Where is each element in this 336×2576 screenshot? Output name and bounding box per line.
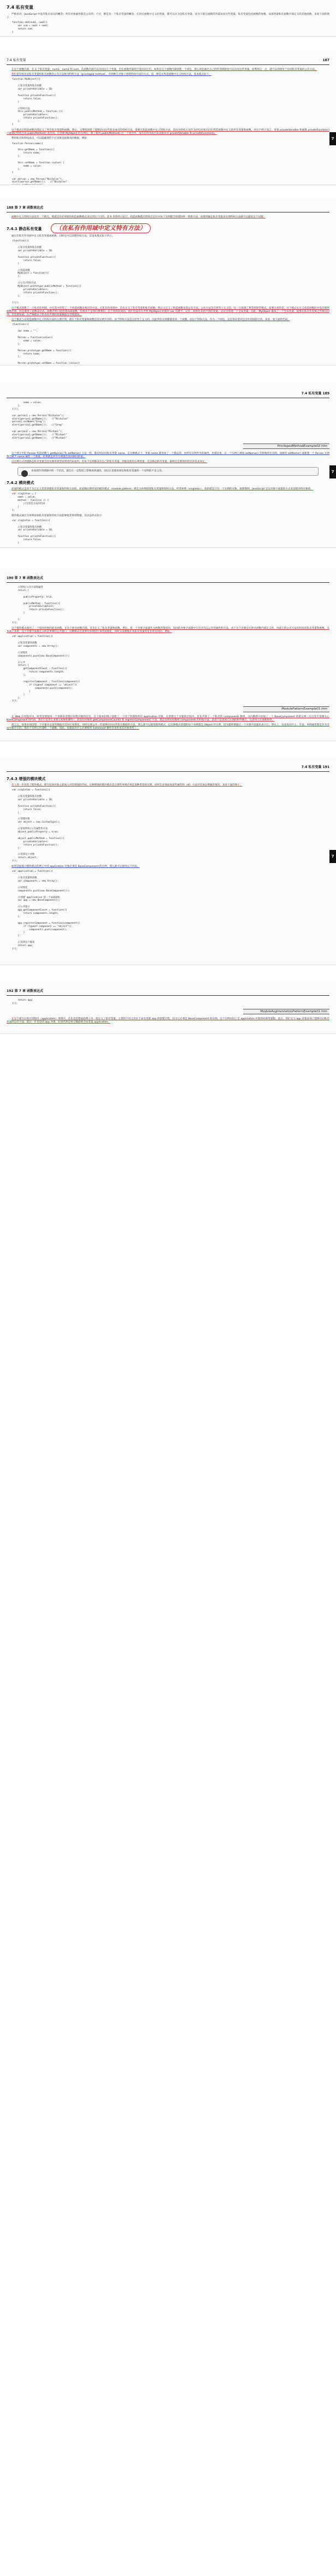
- paragraph: 这个模块模式使用了一个返回对象的匿名函数。在这个匿名函数内部，首先定义了私有变量和函数。然后，将一个对象字面量作为函数的值返回。返回的对象字面量中只包含可以公开的属性和方法。由于这个对象是在匿名函数内部定义的，因此它的公有方法有权访问私有变量和函数。从本质上来讲，这个对象字面量定义的是单例的公共接口。这种模式在需要对单例进行某些初始化，同时又需要维护其私有变量时是非常有用的，例如：: [7, 627, 329, 634]
- code-block: //特权/公有方法和属性 return { publicProperty: true, publicMethod : function(){ privateVariable++; return privateFunction(); } }; }();: [12, 586, 64, 624]
- paragraph: 在这个重写后的应用程序（application）单例中，首先也是像前面例子中一样定义了私有变量。主要的不同之处在于命名变量 app 的创建过程，因为它必须是 BaseComponent 的实例。这个实例实际上是 application 对象的局部变量版。此后，我们又为 app 对象添加了能够访问私有变量的公有方法。最后一步是返回 app 对象，结果仍然是将它赋值给全局变量 application。: [7, 1018, 329, 1024]
- code-block: var singleton = { name : value, method : function () { //这里是方法的代码 } };: [12, 493, 49, 512]
- paragraph: 以这种方式创建静态私有变量会因为使用原型而增进代码复用，但每个实例都没有自己的私有变量。到底是使用实例变量，还是静态私有变量，最终还是要视你的具体需求而定。: [11, 460, 208, 464]
- header-right: 7.4 私有变量 191: [301, 765, 329, 769]
- paragraph: 有人进一步改进了模块模式，即在返回对象之前加入对其增强的代码。这种增强的模块模式适合那些单例必须是某种类型的实例，同时还必须添加某些属性和（或）方法对其加以增强的情况。来看下面的例子。: [11, 784, 243, 787]
- paragraph: 在 Web 应用程序中，经常需要使用一个单例来管理应用程序级的信息。这个简单的例子创建了一个用于管理组件的 application 对象。在创建这个对象的过程中，首先声明了一个私有的 components 数组，并向数组中添加了一个 BaseComponent 的新实例（在这里不需要关心 BaseComponent 的代码，我们只是用它来展示初始化操作）。而返回对象的 getComponentCount() 和 registerComponent() 方法，都是有权访问数组 components 的特权方法。前者只是返回已注册的组件数目，后者用于注册新组件。: [7, 715, 329, 722]
- code-block: var application = function(){ //私有变量和函数 var components = new Array(); //初始化 components.push(new BaseComponent()); //公共 return { getComponentCount : function(){ return components.length; }, registerComponent : function(component){ if (typeof component == "object"){ components.push(component); } } }; }();: [12, 635, 80, 703]
- chapter-tab: 7: [329, 132, 336, 145]
- example-filename: ModulePatternExample01.htm: [243, 706, 329, 712]
- subsection-title: 7.4.1 静态私有变量: [7, 227, 42, 232]
- chapter-tab: 7: [329, 465, 336, 478]
- header-left: 192 第 7 章 函数表达式: [7, 989, 44, 993]
- paragraph: 简言之，如果必须创建一个对象并以某些数据对其进行初始化，同时还要公开一些能够访问这些私有数据的方法，那么就可以使用模块模式。以这种模式创建的每个单例都是 Object 的实例，因为最终要通过一个对象字面量来表示它。事实上，这也没有什么；毕竟，单例通常都是作为全局对象存在的，我们不会将它传递给一个函数。因此，也就没有什么必要使用 instanceof 操作符来检查其对象类型了。: [7, 723, 329, 730]
- paragraph: 这个例子中的 Person 构造函数与 getName() 和 setName() 方法一样，都有权访问私有变量 name。在这种模式下，变量 name 就变成了一个静态的、由所有实例共享的属性。也就是说，在一个实例上调用 setName() 会影响所有实例。而调用 setName() 或新建一个 Person 实例都会赋予 name 属性一个新值。结果就是所有实例都会返回相同的值。: [7, 452, 329, 459]
- note-icon: [21, 470, 28, 477]
- section-heading: 7.4 私有变量: [7, 5, 33, 10]
- code-block: var singleton = function(){ //私有变量和私有函数 var privateVariable = 10; function privateFunction(){ return false; }: [12, 519, 56, 545]
- code-block: name = value; }; })(); var person1 = new Person("Nicholas"); alert(person1.getName()); //"Nicholas" person1.setName("Greg"); alert(person1.getName()); //"Greg" var person2 = new Person("Michael"); alert(person1.getName()); //"Michael" alert(person2.getName()); //"Michael": [12, 401, 69, 440]
- code-block: return app; }();: [12, 999, 33, 1005]
- subsection-heading: 7.4.2 模块模式: [7, 480, 34, 485]
- code-block: var singleton = function(){ //私有变量和私有函数 var privateVariable = 10; function privateFunction(){ return false; } //创建对象 var object = new CustomType(); //添加特权/公有属性和方法 object.publicProperty = true; object.publicMethod = function(){ privateVariable++; return privateFunction(); }; //返回这个对象 return object; }();: [12, 789, 64, 863]
- book-page-5: [0, 568, 336, 741]
- running-header: [7, 205, 329, 212]
- chapter-tab: 7: [329, 850, 336, 863]
- book-page-2: [0, 50, 336, 185]
- paragraph: 利用私有和特权成员，可以隐藏那些不应该被直接修改的数据，例如：: [11, 137, 90, 140]
- subsection-heading: [7, 223, 329, 233]
- code-block: (function(){ var name = ""; Person = function(value){ name = value; }; Person.prototype.getName = function(){ return name; }; Person.prototype.setName = function (value){: [12, 323, 80, 365]
- book-page-6: [0, 757, 336, 965]
- running-header: [7, 989, 329, 996]
- running-header: [7, 765, 329, 772]
- header-left: 7.4 私有变量: [7, 58, 26, 62]
- code-block: function MyObject(){ //私有变量和私有函数 var privateVariable = 10; function privateFunction(){ return false; } //特权方法 this.publicMethod = function (){ privateVariable++; return privateFunction(); }; }: [12, 78, 63, 127]
- note-box: [17, 467, 319, 476]
- paragraph: 这个模式与在构造函数中定义特权方法的主要区别，就在于私有变量和函数是由实例共享的。由于特权方法是在原型上定义的，因此所有实例都使用同一个函数。而这个特权方法，作为一个闭包，总是保存着对包含作用域的引用。来看一看下面的代码。: [11, 318, 290, 322]
- header-left: 188 第 7 章 函数表达式: [7, 206, 44, 210]
- running-header: [7, 391, 329, 398]
- book-page-7: [0, 981, 336, 1034]
- book-page-1: [0, 0, 336, 37]
- paragraph: 我们把有权访问私有变量和私有函数的公有方法称为特权方法（privileged method）。有两种在对象上创建特权方法的方式。第一种是在构造函数中定义特权方法，基本模式如下。: [11, 73, 211, 76]
- paragraph: 严格来讲，JavaScript 中没有私有成员的概念；所有对象属性都是公有的。不过，倒是有一个私有变量的概念。任何在函数中定义的变量，都可以认为是私有变量，因为不能在函数的外部访问这些变量。私有变量包括函数的参数、局部变量和在函数内部定义的其他函数。来看下面的例子：: [7, 13, 329, 20]
- code-block: (function(){ //私有变量和私有函数 var privateVariable = 10; function privateFunction(){ return false; } //构造函数 MyObject = function(){ }; //公有/特权方法 MyObject.prototype.publicMethod = function(){ privateVariable++; return privateFunction(); }; })();: [12, 240, 81, 304]
- code-block: function add(num1, num2){ var sum = num1 + num2; return sum; }: [12, 21, 49, 34]
- paragraph: 通过在私有作用域中定义私有变量或函数，同样也可以创建特权方法，其基本模式如下所示。: [11, 235, 115, 238]
- running-header: [7, 576, 329, 583]
- header-right: 187: [322, 58, 329, 62]
- header-right: 7.4 私有变量 189: [301, 392, 329, 395]
- book-page-3: [0, 198, 336, 365]
- code-block: function Person(name){ this.getName = function(){ return name; }; this.setName = function (value) { name = value; }; } var person = new Person("Nicholas"); alert(person.getName()); //"Nicholas": [12, 142, 67, 184]
- subsection-heading: 7.4.3 增强的模块模式: [7, 777, 46, 781]
- paragraph: 这个模式创建了一个私有作用域，并在其中封装了一个构造函数及相应的方法。在私有作用域中，首先定义了私有变量和私有函数，然后又定义了构造函数及其公有方法。公有方法是在原型上定义的，这一点体现了典型的原型模式。需要注意的是，这个模式在定义构造函数时并没有使用函数声明，而是使用了函数表达式。函数声明只能创建局部函数，但那并不是我们想要的。出于同样的原因，我们也没有在声明 MyObject 时使用 var 关键字。记住：初始化未经声明的变量，总是会创建一个全局变量。因此，MyObject 就成了一个全局变量，能够在私有作用域之外被访问到。但也要知道，在严格模式下给未经声明的变量赋值会导致错误。: [7, 306, 329, 316]
- paragraph: 如果前面演示模块模式的例子中的 application 对象必须是 BaseComponent 的实例，那么就可以使用以下代码。: [11, 865, 140, 868]
- note-text: 多查找作用域链中的一个层次，就会在一定程度上影响查找速度。而这正是使用闭包和私有变量的一个显明的不足之处。: [31, 469, 164, 472]
- book-page-4: [0, 383, 336, 548]
- paragraph: 这个模式在构造函数内部定义了所有私有变量和函数。然后，又继续创建了能够访问这些私有成员的特权方法。能够在构造函数中定义特权方法，是因为特权方法作为闭包有权访问在构造函数中定义的所有变量和函数。对这个例子而言，变量 privateVariable 和函数 privateFunction() 只能通过特权方法 publicMethod() 来访问。在创建 MyObject 的实例后，除了使用 publicMethod() 这一个途径外，没有任何办法可以直接访问 privateVariable 和 privateFunction()。: [7, 129, 329, 135]
- example-filename: ModuleAugmentationPatternExample01.htm: [243, 1009, 329, 1014]
- handwritten-note: （在私有作用域中定义特有方法）: [51, 223, 151, 233]
- paragraph: 函数中定义特权方法也有一个缺点，那就是你必须使用构造函数模式来达到这个目的。第 6 章曾经讨论过，构造函数模式的缺点是针对每个实例都会创建同样一组新方法，而使用静态私有变量来实现特权方法就可以避免这个问题。: [11, 216, 266, 218]
- paragraph: 模块模式通过为单例添加私有变量和特权方法能够使其得到增强，其语法形式如下：: [11, 514, 104, 517]
- example-filename: PrivilegedMethodExample02.htm: [243, 444, 329, 449]
- header-left: 190 第 7 章 函数表达式: [7, 576, 44, 580]
- running-header: [7, 58, 329, 65]
- paragraph: 前面的模式是用于为自定义类型创建私有变量和特权方法的。而道格拉斯所说的模块模式（module pattern）则是为单例创建私有变量和特权方法。所谓单例（singleton），指的就是只有一个实例的对象。按照惯例，JavaScript 是以对象字面量的方式来创建单例对象的。: [11, 487, 314, 491]
- paragraph: 在这个函数内部，有 3 个私有变量：num1、num2 和 sum。在函数内部可以访问这几个变量，但在函数外部则不能访问它们。如果在这个函数内部创建一个闭包，那么闭包通过自己的作用域链也可以访问这些变量。而利用这一点，就可以创建用于访问私有变量的公有方法。: [11, 68, 317, 71]
- code-block: var application = function(){ //私有变量和函数 var components = new Array(); //初始化 components.push(new BaseComponent()); //创建 application 的一个局部副本 var app = new BaseComponent(); //公共接口 app.getComponentCount = function(){ return components.length; }; app.registerComponent = function(component){ if (typeof component == "object"){ components.push(component); } }; //返回这个副本 return app; }();: [12, 870, 80, 950]
